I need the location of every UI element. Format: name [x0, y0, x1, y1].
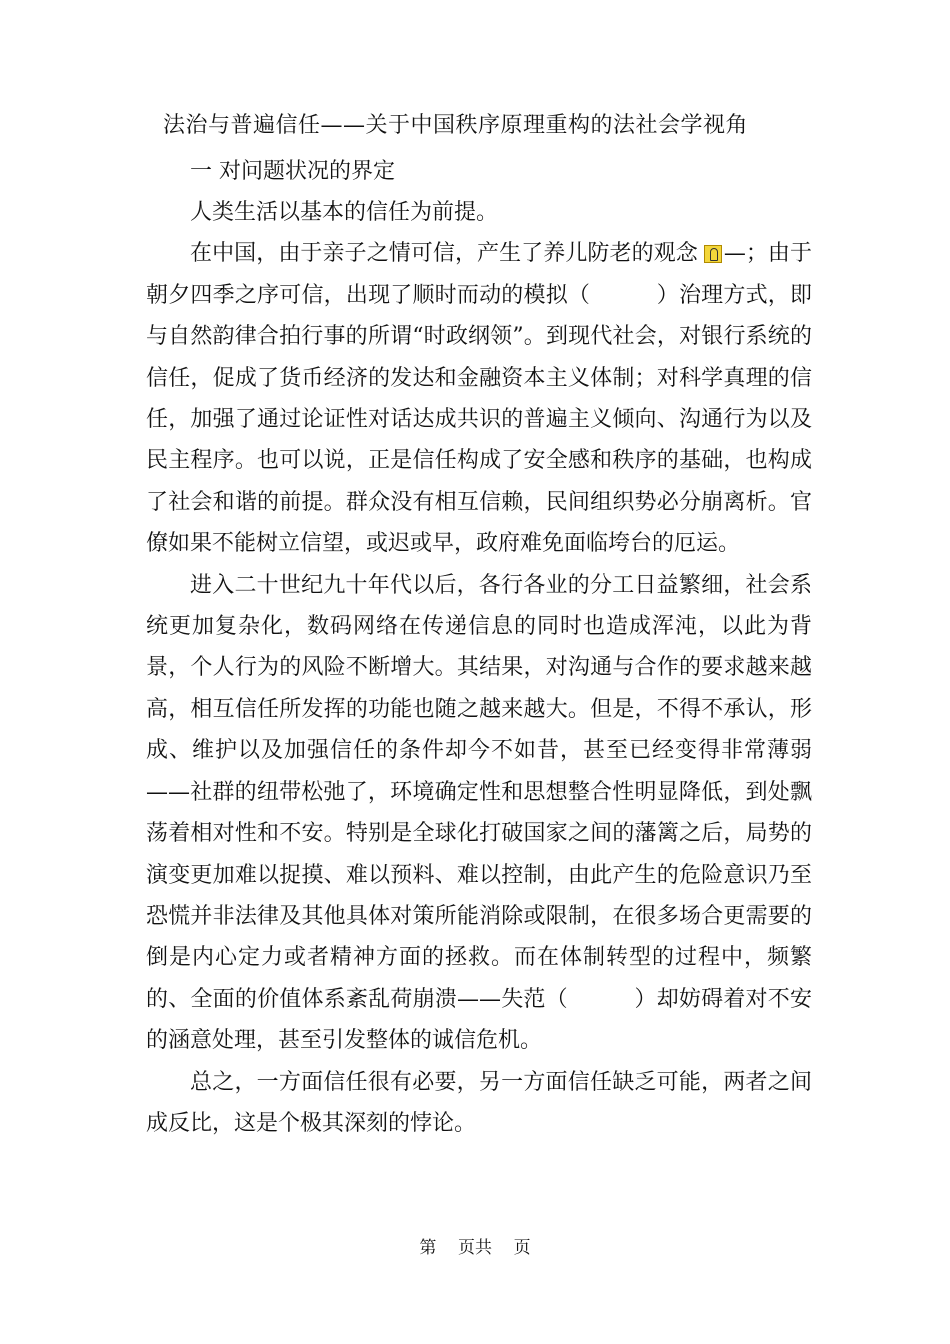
footnote-icon[interactable]: [704, 245, 722, 263]
paragraph-2-text-after-note: —；由于朝夕四季之序可信，出现了顺时而动的模拟（ ）治理方式，即与自然韵律合拍行事的所谓“时政纲领”。到现代社会，对银行系统的信任，促成了货币经济的发达和金融资本主义体制；对科学真理的信任，加强了通过论证性对话达成共识的普遍主义倾向、沟通行为以及民主程序。也可以说，正是信任构成了安全感和秩序的基础，也构成了社会和谐的前提。群众没有相互信赖，民间组织势必分崩离析。官僚如果不能树立信望，或迟或早，政府难免面临垮台的厄运。: [146, 241, 812, 557]
paragraph-3: 进入二十世纪九十年代以后，各行各业的分工日益繁细，社会系统更加复杂化，数码网络在传递信息的同时也造成浑沌，以此为背景，个人行为的风险不断增大。其结果，对沟通与合作的要求越来越高，相互信任所发挥的功能也随之越来越大。但是，不得不承认，形成、维护以及加强信任的条件却今不如昔，甚至已经变得非常薄弱——社群的纽带松弛了，环境确定性和思想整合性明显降低，到处飘荡着相对性和不安。特别是全球化打破国家之间的藩篱之后，局势的演变更加难以捉摸、难以预料、难以控制，由此产生的危险意识乃至恐慌并非法律及其他具体对策所能消除或限制，在很多场合更需要的倒是内心定力或者精神方面的拯救。而在体制转型的过程中，频繁的、全面的价值体系紊乱荷崩溃——失范（ ）却妨碍着对不安的涵意处理，甚至引发整体的诚信危机。: [146, 572, 812, 1054]
document-title: 法治与普遍信任——关于中国秩序原理重构的法社会学视角: [163, 113, 749, 138]
paragraph-1: 人类生活以基本的信任为前提。: [190, 200, 499, 225]
page-footer: 第 页共 页: [419, 1238, 531, 1258]
document-body: [146, 192, 812, 1144]
paragraph-4: 总之，一方面信任很有必要，另一方面信任缺乏可能，两者之间成反比，这是个极其深刻的悖论。: [146, 1069, 812, 1136]
paragraph-2: [146, 233, 812, 564]
section-heading: 一 对问题状况的界定: [190, 159, 395, 184]
paragraph-2-text-before-note: 在中国，由于亲子之情可信，产生了养儿防老的观念: [190, 241, 698, 267]
